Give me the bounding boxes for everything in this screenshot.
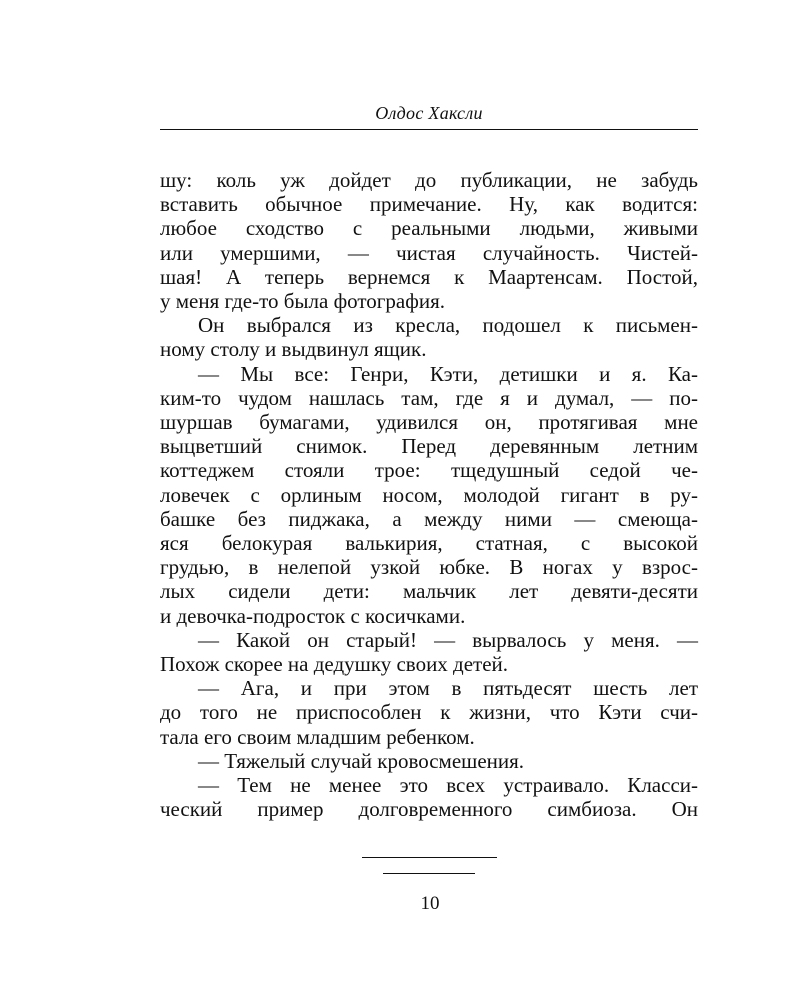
text-line: вставить обычное примечание. Ну, как водится: bbox=[160, 192, 698, 217]
body-text bbox=[160, 168, 698, 821]
text-line: до того не приспособлен к жизни, что Кэти счи- bbox=[160, 700, 698, 725]
text-line: или умершими, — чистая случайность. Чистей- bbox=[160, 240, 698, 265]
text-line: у меня где-то была фотография. bbox=[160, 289, 445, 314]
running-head-author: Олдос Хаксли bbox=[375, 103, 483, 123]
text-line: выцветший снимок. Перед деревянным летним bbox=[160, 434, 698, 459]
footer-rule-long bbox=[362, 857, 497, 858]
text-line: коттеджем стояли трое: тщедушный седой че- bbox=[160, 458, 698, 483]
text-line: Похож скорее на дедушку своих детей. bbox=[160, 652, 509, 677]
text-line: ким-то чудом нашлась там, где я и думал, — по- bbox=[160, 385, 698, 410]
text-line: ловечек с орлиным носом, молодой гигант в ру- bbox=[160, 482, 698, 507]
text-line: — Ага, и при этом в пятьдесят шесть лет bbox=[198, 676, 698, 701]
text-line: башке без пиджака, а между ними — смеюща- bbox=[160, 506, 698, 531]
text-line: шуршав бумагами, удивился он, протягивая мне bbox=[160, 410, 698, 435]
text-line: — Тем не менее это всех устраивало. Класси- bbox=[198, 773, 698, 798]
text-line: — Мы все: Генри, Кэти, детишки и я. Ка- bbox=[198, 361, 698, 386]
text-line: и девочка-подросток с косичками. bbox=[160, 603, 466, 628]
text-line: любое сходство с реальными людьми, живыми bbox=[160, 216, 698, 241]
footer-rule-short bbox=[383, 873, 475, 874]
text-line: тала его своим младшим ребенком. bbox=[160, 724, 475, 749]
text-line: Он выбрался из кресла, подошел к письмен- bbox=[198, 313, 698, 338]
text-line: шая! А теперь вернемся к Маартенсам. Постой, bbox=[160, 264, 698, 289]
page-number: 10 bbox=[420, 893, 440, 914]
text-line: яся белокурая валькирия, статная, с высокой bbox=[160, 531, 698, 556]
text-line: — Какой он старый! — вырвалось у меня. — bbox=[198, 627, 698, 652]
text-line: — Тяжелый случай кровосмешения. bbox=[198, 748, 525, 773]
header-rule bbox=[160, 129, 698, 130]
text-line: шу: коль уж дойдет до публикации, не забудь bbox=[160, 168, 698, 192]
text-line: ческий пример долговременного симбиоза. Он bbox=[160, 797, 698, 822]
text-line: лых сидели дети: мальчик лет девяти-десяти bbox=[160, 579, 698, 604]
text-line: грудью, в нелепой узкой юбке. В ногах у взрос- bbox=[160, 555, 698, 580]
text-line: ному столу и выдвинул ящик. bbox=[160, 337, 427, 362]
